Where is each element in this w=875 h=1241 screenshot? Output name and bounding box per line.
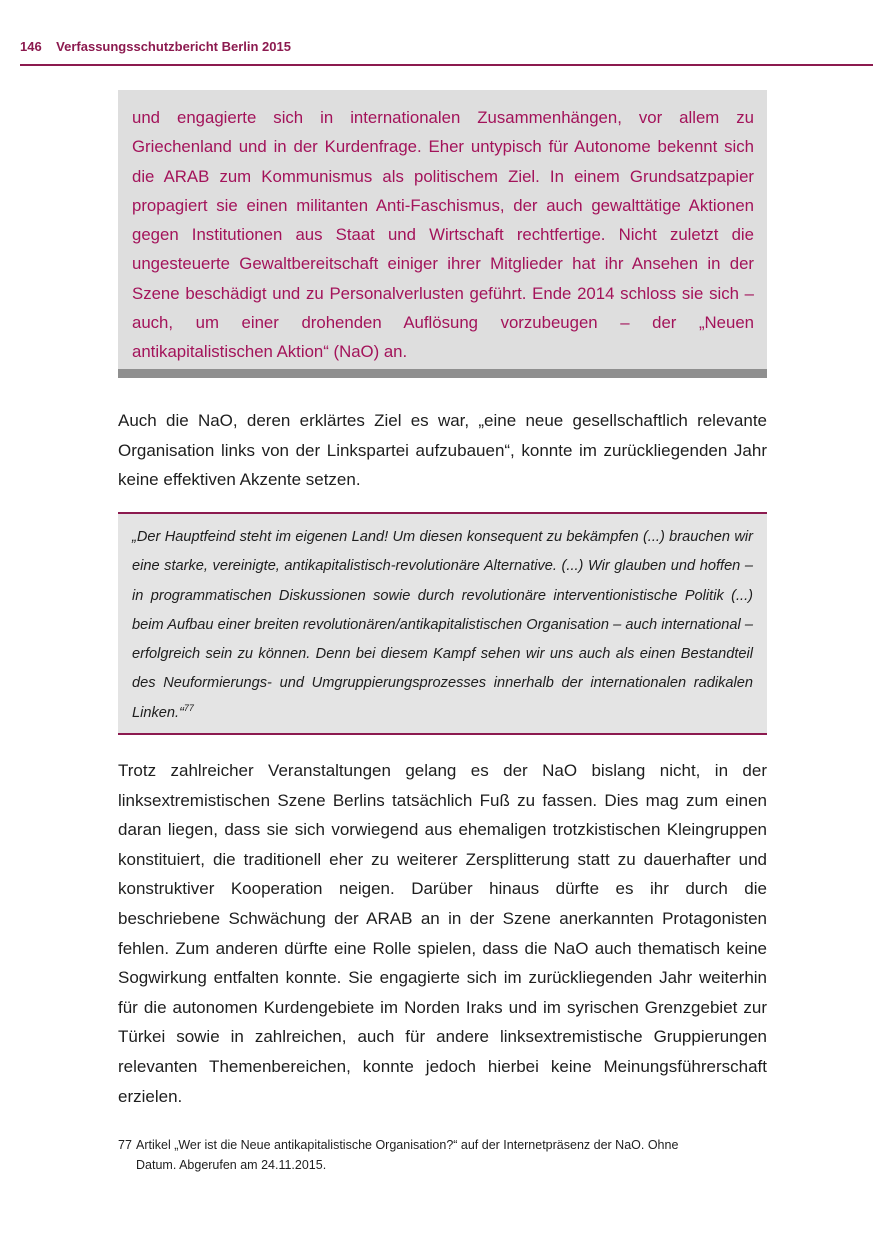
quote-box xyxy=(118,512,767,735)
running-title: Verfassungsschutzbericht Berlin 2015 xyxy=(56,39,291,54)
footnote xyxy=(118,1135,758,1175)
paragraph-nao-analysis: Trotz zahlreicher Veranstaltungen gelang es der NaO bislang nicht, in der linksextremistischen Szene Berlins tatsächlich Fuß zu fassen. Dies mag zum einen daran liegen, dass sie sich vorwiegend aus ehemaligen trotzkistischen Kleingruppen konstituiert, die traditionell eher zu weiterer Zersplitterung statt zu dauerhafter und konstruktiver Kooperation neigen. Darüber hinaus dürfte es ihr durch die beschriebene Schwächung der ARAB an in der Szene anerkannten Protagonisten fehlen. Zum anderen dürfte eine Rolle spielen, dass die NaO auch thematisch keine Sogwirkung entfalten konnte. Sie engagierte sich im zurückliegenden Jahr weiterhin für die autonomen Kurdengebiete im Norden Iraks und im syrischen Grenzgebiet zur Türkei sowie in zahlreichen, auch für andere linksextremistische Gruppierungen relevanten Themenbereichen, konnte jedoch hierbei keine Meinungsführerschaft erzielen. xyxy=(118,761,767,1106)
footnote-line-1: Artikel „Wer ist die Neue antikapitalistische Organisation?“ auf der Internetpräsenz der NaO. Ohne xyxy=(136,1138,679,1152)
info-box-bottom-bar xyxy=(118,369,767,378)
footnote-line-2: Datum. Abgerufen am 24.11.2015. xyxy=(136,1158,327,1172)
footnote-ref: 77 xyxy=(183,702,194,713)
footnote-number: 77 xyxy=(118,1138,132,1152)
info-box-text: und engagierte sich in internationalen Zusammenhängen, vor allem zu Griechenland und in der Kurdenfrage. Eher untypisch für Autonome bekennt sich die ARAB zum Kommunismus als politischem Ziel. In einem Grundsatzpapier propagiert sie einen militanten Anti-Faschismus, der auch gewalttätige Aktionen gegen Institutionen aus Staat und Wirtschaft rechtfertige. Nicht zuletzt die ungesteuerte Gewaltbereitschaft einiger ihrer Mitglieder hat ihr Ansehen in der Szene beschädigt und zu Personalverlusten geführt. Ende 2014 schloss sie sich – auch, um einer drohenden Auflösung vorzubeugen – der „Neuen antikapitalistischen Aktion“ (NaO) an. xyxy=(132,108,754,362)
paragraph-nao-intro: Auch die NaO, deren erklärtes Ziel es war, „eine neue gesellschaftlich relevante Organisation links von der Linkspartei aufzubauen“, konnte im zurückliegenden Jahr keine effektiven Akzente setzen. xyxy=(118,411,767,489)
info-box xyxy=(118,90,767,369)
quote-body: „Der Hauptfeind steht im eigenen Land! Um diesen konsequent zu bekämpfen (...) brauchen wir eine starke, vereinigte, antikapitalistisch-revolutionäre Alternative. (...) Wir glauben und hoffen – in programmatischen Diskussionen sowie durch revolutionäre interventionistische Politik (...) beim Aufbau einer breiten revolutionären/antikapitalistischen Organisation – auch international – erfolgreich sein zu können. Denn bei diesem Kampf sehen wir uns auch als einen Bestandteil des Neuformierungs- und Umgruppierungsprozesses innerhalb der internationalen radikalen Linken.“ xyxy=(132,529,753,721)
page-number: 146 xyxy=(20,39,42,54)
page-header xyxy=(20,38,873,66)
quote-text xyxy=(132,523,753,728)
